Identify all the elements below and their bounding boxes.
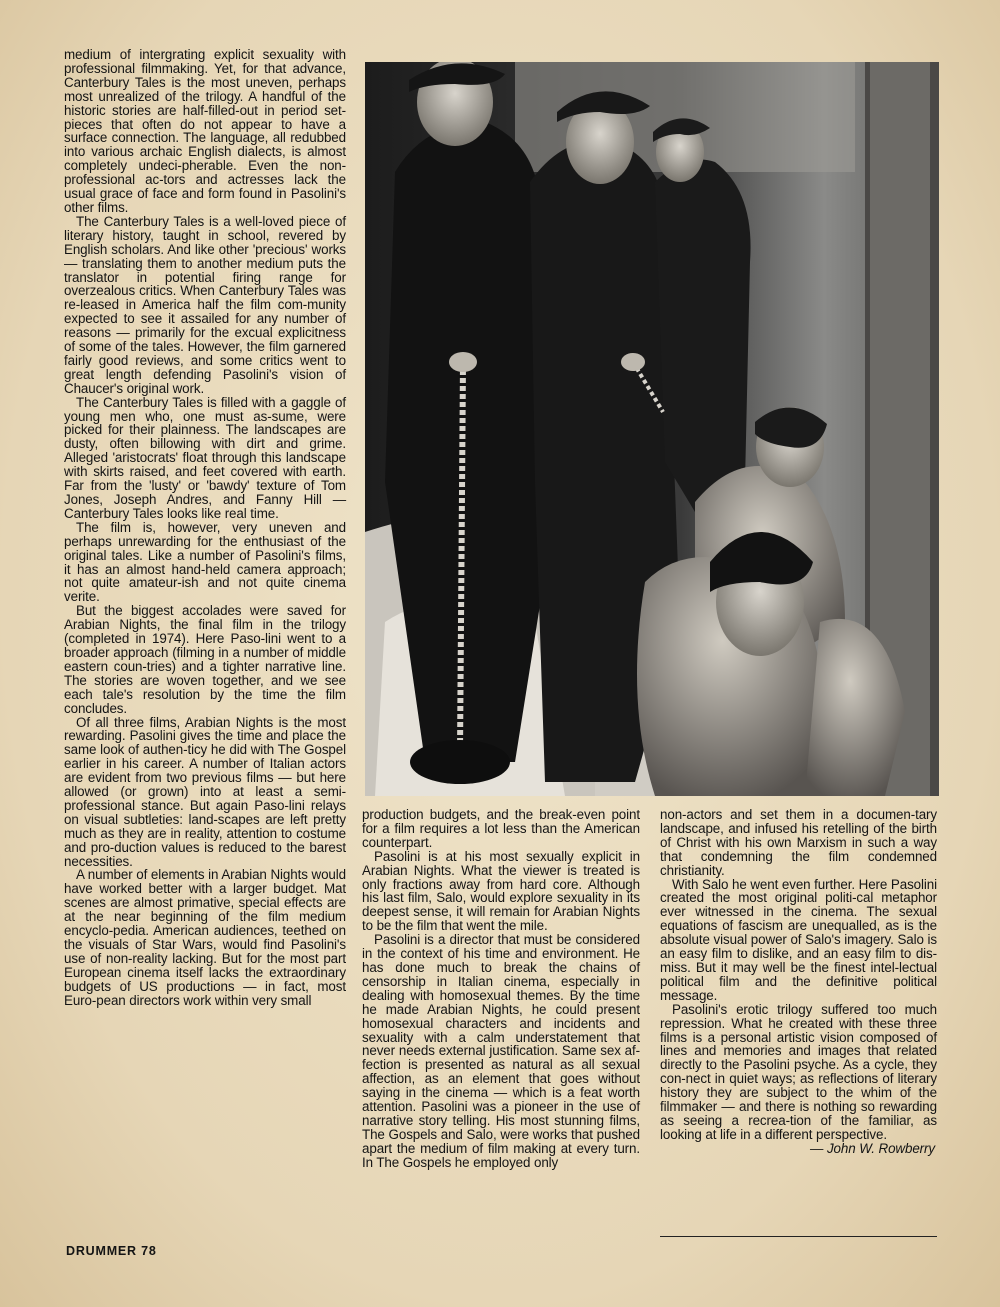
byline: — John W. Rowberry [810,1140,935,1156]
paragraph: Pasolini is at his most sexually explicit in Arabian Nights. What the viewer is treated is only fractions away from hard core. Although his last film, Salo, would explore sexuality in its deepest sense, it will remain for Arabian Nights to be the film that went the mile. [362,848,640,934]
paragraph: production budgets, and the break-even point for a film requires a lot less than the American counterpart. [362,807,640,850]
paragraph: The Canterbury Tales is filled with a gaggle of young men who, one must as-sume, were picked for their plainness. The landscapes are dusty, often billowing with dirt and grime. Alleged 'aristocrats' float through this landscape with skirts raised, and feet covered with earth. Far from the 'lusty' or 'bawdy' texture of Tom Jones, Joseph Andres, and Fanny Hill — Canterbury Tales looks like real time. [64,394,346,521]
paragraph: medium of intergrating explicit sexuality with professional filmmaking. Yet, for that advance, Canterbury Tales is the most uneven, perhaps most unrealized of the trilogy. A handful of the historic stories are half-filled-out in period set-pieces that often do not appear to have a surface connection. The language, all redubbed into various archaic English dialects, is almost completely undeci-pherable. Even the non-professional ac-tors and actresses lack the usual grace of face and form found in Pasolini's other films. [64,47,346,215]
end-rule [660,1236,937,1237]
paragraph: Of all three films, Arabian Nights is the most rewarding. Pasolini gives the time and place the same look of authen-ticy he did with The Gospel earlier in his career. A number of Italian actors are evident from two previous films — but here allowed (or grown) into at least a semi-professional stance. But again Paso-lini relays on visual subtleties: land-scapes are left pretty much as they are in reality, attention to costume and pro-duction values is reduced to the barest necessities. [64,714,346,869]
text-column-right [660,808,937,1156]
page-folio: DRUMMER 78 [66,1244,157,1258]
paragraph: Pasolini's erotic trilogy suffered too much repression. What he created with these three films is a personal artistic vision composed of lines and memories and images that related directly to the Pasolini psyche. As a cycle, they con-nect in quiet ways; as reflections of literary history they are subject to the whim of the filmmaker — and there is nothing so rewarding as seeing a recrea-tion of the familiar, as looking at life in a different perspective. [660,1001,937,1142]
paragraph: The Canterbury Tales is a well-loved piece of literary history, taught in school, revered by English scholars. And like other 'precious' works — translating them to another medium puts the translator in potential firing range for overzealous critics. When Canterbury Tales was re-leased in America half the film com-munity expected to see it assailed for any number of reasons — primarily for the excual explicitness of some of the tales. However, the film garnered fairly good reviews, and some critics went to great length defending Pasolini's vision of Chaucer's original work. [64,213,346,396]
text-column-middle [362,808,640,1170]
paragraph: The film is, however, very uneven and perhaps unrewarding for the enthusiast of the original tales. Like a number of Pasolini's films, it has an almost hand-held camera approach; not quite amateur-ish and not quite cinema verite. [64,519,346,605]
film-still-photo [365,62,939,796]
film-still-illustration [365,62,939,796]
paragraph: With Salo he went even further. Here Pasolini created the most original politi-cal metaphor ever witnessed in the cinema. The sexual equations of fascism are unequalled, as is the absolute visual power of Salo's imagery. Salo is an easy film to dislike, and an easy film to dis-miss. But it may well be the finest intel-lectual political film and the definitive political message. [660,876,937,1003]
paragraph: But the biggest accolades were saved for Arabian Nights, the final film in the trilogy (completed in 1974). Here Paso-lini went to a broader approach (filming in a number of middle eastern coun-tries) and a tighter narrative line. The stories are woven together, and we see each tale's resolution by the time the film concludes. [64,603,346,716]
paragraph: non-actors and set them in a documen-tary landscape, and infused his retelling of the birth of Christ with his own Marxism in such a way that condemning the film condemned christianity. [660,807,937,878]
text-column-left [64,48,346,1008]
paragraph: Pasolini is a director that must be considered in the context of his time and environment. He has done much to break the chains of censorship in Italian cinema, especially in dealing with homosexual themes. By the time he made Arabian Nights, he could present homosexual characters and incidents and sexuality with a calm understatement that never needs external justification. Same sex af-fection is presented as natural as all sexual affection, as an element that goes without saying in the cinema — which is a feat worth attention. Pasolini was a pioneer in the use of narrative story telling. His most stunning films, The Gospels and Salo, were works that pushed apart the medium of film making at every turn. In The Gospels he employed only [362,932,640,1170]
paragraph: A number of elements in Arabian Nights would have worked better with a larger budget. Mat scenes are almost primative, special effects are at the near beginning of the film medium encyclo-pedia. American audiences, teethed on the visuals of Star Wars, would find Pasolini's use of non-reality lacking. But for the most part European cinema itself lacks the extraordinary budgets of US productions — in fact, most Euro-pean directors work within very small [64,867,346,1008]
